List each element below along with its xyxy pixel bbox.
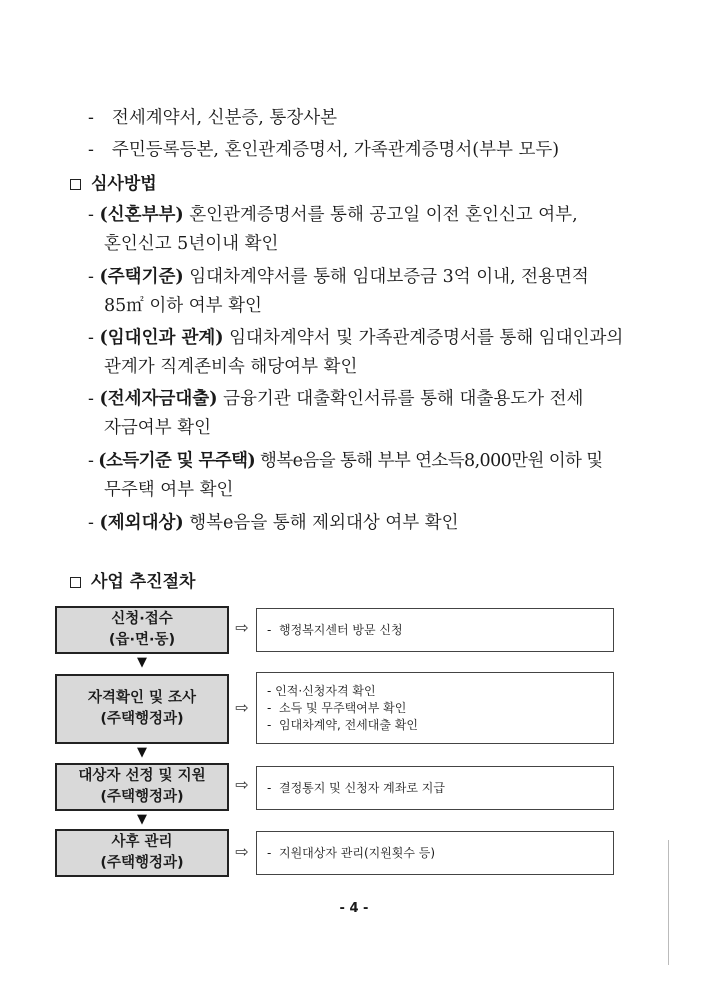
review-item-label: (전세자금대출) (99, 389, 218, 409)
review-title-text: 심사방법 (91, 174, 157, 194)
flow-detail-item (267, 700, 613, 717)
review-item-5-cont (104, 477, 233, 503)
detail-text: 행정복지센터 방문 신청 (278, 622, 403, 637)
flow-step-title: 자격확인 및 조사 (87, 690, 197, 706)
doc-line-2: - 주민등록등본, 혼인관계증명서, 가족관계증명서(부부 모두) (88, 140, 560, 160)
right-arrow-icon: ⇨ (235, 775, 249, 794)
review-item-2-cont (104, 293, 262, 319)
flow-step-dept: (주택행정과) (100, 855, 184, 871)
review-item-text: 임대차계약서를 통해 임대보증금 3억 이내, 전용면적 (189, 267, 589, 287)
review-item-text: 무주택 여부 확인 (104, 480, 234, 500)
detail-bullet: - (267, 700, 272, 715)
flow-detail-item (267, 622, 613, 639)
flow-detail-1 (256, 608, 614, 652)
detail-text: 지원대상자 관리(지원횟수 등) (278, 845, 436, 860)
flow-step-3 (55, 763, 229, 811)
right-arrow-icon: ⇨ (235, 698, 249, 717)
review-item-text: 혼인신고 5년이내 확인 (104, 234, 279, 254)
right-arrow-icon: ⇨ (235, 618, 249, 637)
review-item-3: - (임대인과 관계) 임대차계약서 및 가족관계증명서를 통해 임대인과의 (88, 328, 624, 348)
square-bullet-icon (70, 577, 81, 588)
section-review-title (70, 171, 157, 197)
flow-step-2 (55, 674, 229, 744)
flow-detail-4 (256, 831, 614, 875)
review-item-label: (주택기준) (99, 267, 184, 287)
flow-detail-item (267, 780, 613, 797)
review-item-label: (신혼부부) (99, 205, 184, 225)
section-procedure-title (70, 569, 195, 595)
flow-step-title: 사후 관리 (111, 834, 173, 850)
detail-text: 소득 및 무주택여부 확인 (278, 700, 407, 715)
doc-line-1: - 전세계약서, 신분증, 통장사본 (88, 108, 338, 128)
down-arrow-icon: ▼ (137, 655, 147, 670)
flow-step-dept: (주택행정과) (100, 789, 184, 805)
review-item-6: - (제외대상) 행복e음을 통해 제외대상 여부 확인 (88, 513, 459, 533)
review-item-text: 85㎡ 이하 여부 확인 (104, 296, 262, 316)
detail-text: 결정통지 및 신청자 계좌로 지급 (278, 780, 445, 795)
review-item-3-cont (104, 354, 357, 380)
flow-step-title: 대상자 선정 및 지원 (78, 768, 206, 784)
flow-detail-item (267, 717, 613, 734)
flow-step-dept: (주택행정과) (100, 711, 184, 727)
detail-bullet: - (267, 622, 272, 637)
procedure-title-text: 사업 추진절차 (91, 572, 196, 592)
down-arrow-icon: ▼ (137, 745, 147, 760)
review-item-4: - (전세자금대출) 금융기관 대출확인서류를 통해 대출용도가 전세 (88, 389, 584, 409)
review-item-1-cont (104, 231, 278, 257)
doc-line-2-text: 주민등록등본, 혼인관계증명서, 가족관계증명서(부부 모두) (111, 140, 560, 160)
detail-bullet: - (267, 845, 272, 860)
detail-bullet: - (267, 683, 272, 698)
flow-step-1 (55, 606, 229, 654)
review-item-5: - (소득기준 및 무주택) 행복e음을 통해 부부 연소득8,000만원 이하 및 (88, 451, 603, 471)
flow-step-title: 신청·접수 (111, 611, 173, 627)
review-item-text: 혼인관계증명서를 통해 공고일 이전 혼인신고 여부, (189, 205, 578, 225)
review-item-text: 자금여부 확인 (104, 418, 211, 438)
detail-text: 임대차계약, 전세대출 확인 (278, 717, 418, 732)
review-item-text: 관계가 직계존비속 해당여부 확인 (104, 357, 358, 377)
scan-edge-line (668, 840, 669, 965)
right-arrow-icon: ⇨ (235, 842, 249, 861)
flow-detail-2 (256, 672, 614, 744)
review-item-label: (임대인과 관계) (99, 328, 224, 348)
review-item-text: 임대차계약서 및 가족관계증명서를 통해 임대인과의 (229, 328, 624, 348)
detail-bullet: - (267, 780, 272, 795)
detail-bullet: - (267, 717, 272, 732)
doc-line-1-text: 전세계약서, 신분증, 통장사본 (111, 108, 338, 128)
flow-detail-item (267, 683, 613, 700)
down-arrow-icon: ▼ (137, 812, 147, 827)
review-item-label: (제외대상) (99, 513, 184, 533)
review-item-text: 행복e음을 통해 제외대상 여부 확인 (189, 513, 459, 533)
review-item-label: (소득기준 및 무주택) (98, 451, 256, 471)
review-item-2: - (주택기준) 임대차계약서를 통해 임대보증금 3억 이내, 전용면적 (88, 267, 589, 287)
detail-text: 인적·신청자격 확인 (275, 683, 376, 698)
review-item-4-cont (104, 415, 211, 441)
flow-detail-item (267, 845, 613, 862)
review-item-text: 금융기관 대출확인서류를 통해 대출용도가 전세 (223, 389, 584, 409)
page-number: - 4 - (339, 901, 369, 916)
review-item-text: 행복e음을 통해 부부 연소득8,000만원 이하 및 (260, 451, 603, 471)
review-item-1: - (신혼부부) 혼인관계증명서를 통해 공고일 이전 혼인신고 여부, (88, 205, 578, 225)
square-bullet-icon (70, 179, 81, 190)
flow-step-4 (55, 829, 229, 877)
flow-detail-3 (256, 766, 614, 810)
flow-step-dept: (읍·면·동) (108, 632, 176, 648)
